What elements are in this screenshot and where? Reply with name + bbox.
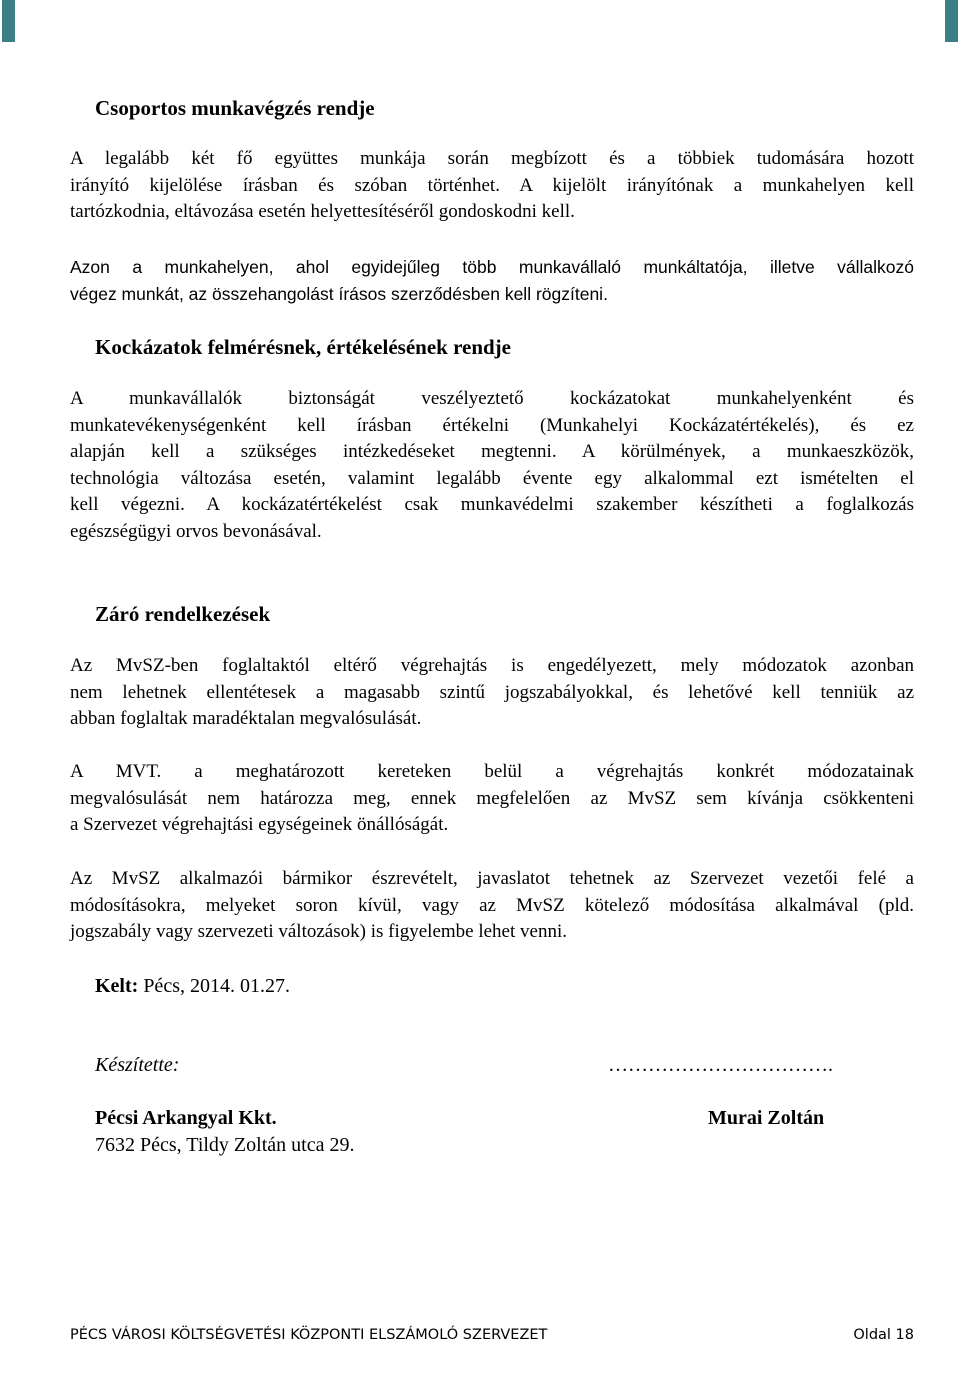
text-line: technológia változása esetén, valamint legalább évente egy alkalommal ezt ismételten el [70,467,914,489]
text-line: abban foglaltak maradéktalan megvalósulását. [70,708,422,729]
paragraph-zaro-1 [70,653,914,733]
text-line: A munkavállalók biztonságát veszélyeztető kockázatokat munkahelyenként és [70,388,914,409]
org-address: 7632 Pécs, Tildy Zoltán utca 29. [95,1134,355,1156]
footer-org: PÉCS VÁROSI KÖLTSÉGVETÉSI KÖZPONTI ELSZÁMOLÓ SZERVEZET [70,1327,548,1343]
signer-name: Murai Zoltán [708,1107,825,1129]
paragraph-csoportos-1 [70,146,914,226]
text-line: Azon a munkahelyen, ahol egyidejűleg több munkavállaló munkáltatója, illetve vállalkozó [70,257,914,277]
heading-zaro: Záró rendelkezések [95,602,271,626]
text-line: irányító kijelölése írásban és szóban történhet. A kijelölt irányítónak a munkahelyen kell [70,174,914,196]
heading-csoportos: Csoportos munkavégzés rendje [95,96,375,120]
text-line: A legalább két fő együttes munkája során megbízott és a többiek tudomására hozott [70,148,914,169]
text-line: nem lehetnek ellentétesek a magasabb szintű jogszabályokkal, és lehetővé kell tenniük az [70,681,914,703]
text-line: jogszabály vagy szervezeti változások) is figyelembe lehet venni. [70,921,567,942]
text-line: Az MvSZ-ben foglaltaktól eltérő végrehajtás is engedélyezett, mely módozatok azonban [70,655,914,676]
text-line: kell végezni. A kockázatértékelést csak munkavédelmi szakember készítheti a foglalkozás [70,494,914,515]
text-line: A MVT. a meghatározott kereteken belül a végrehajtás konkrét módozatainak [70,761,914,782]
signature-line: ……………………………. [608,1054,833,1076]
text-line: egészségügyi orvos bevonásával. [70,520,322,542]
kelt-line [95,973,290,999]
footer-page-number: Oldal 18 [853,1327,914,1343]
paragraph-csoportos-2 [70,254,914,307]
paragraph-kockazatok [70,386,914,545]
text-line: tartózkodnia, eltávozása esetén helyettesítéséről gondoskodni kell. [70,201,575,222]
text-line: a Szervezet végrehajtási egységeinek önállóságát. [70,814,449,835]
corner-mark-left [2,0,15,42]
text-line: végez munkát, az összehangolást írásos szerződésben kell rögzíteni. [70,283,608,304]
kelt-value: Pécs, 2014. 01.27. [138,975,290,997]
heading-kockazatok: Kockázatok felmérésnek, értékelésének rendje [95,335,512,359]
prepared-by-label: Készítette: [95,1054,180,1076]
text-line: alapján kell a szükséges intézkedéseket megtenni. A körülmények, a munkaeszközök, [70,441,914,462]
text-line: módosításokra, melyeket soron kívül, vagy az MvSZ kötelező módosítása alkalmával (pld. [70,894,914,916]
paragraph-zaro-3 [70,866,914,946]
text-line: megvalósulását nem határozza meg, ennek megfelelően az MvSZ sem kívánja csökkenteni [70,787,914,809]
kelt-label: Kelt: [95,975,139,997]
text-line: munkatevékenységenként kell írásban értékelni (Munkahelyi Kockázatértékelés), és ez [70,414,914,436]
paragraph-zaro-2 [70,759,914,839]
text-line: Az MvSZ alkalmazói bármikor észrevételt, javaslatot tehetnek az Szervezet vezetői felé a [70,868,914,889]
org-name: Pécsi Arkangyal Kkt. [95,1107,277,1129]
page-footer [70,1327,914,1343]
corner-mark-right [945,0,958,42]
